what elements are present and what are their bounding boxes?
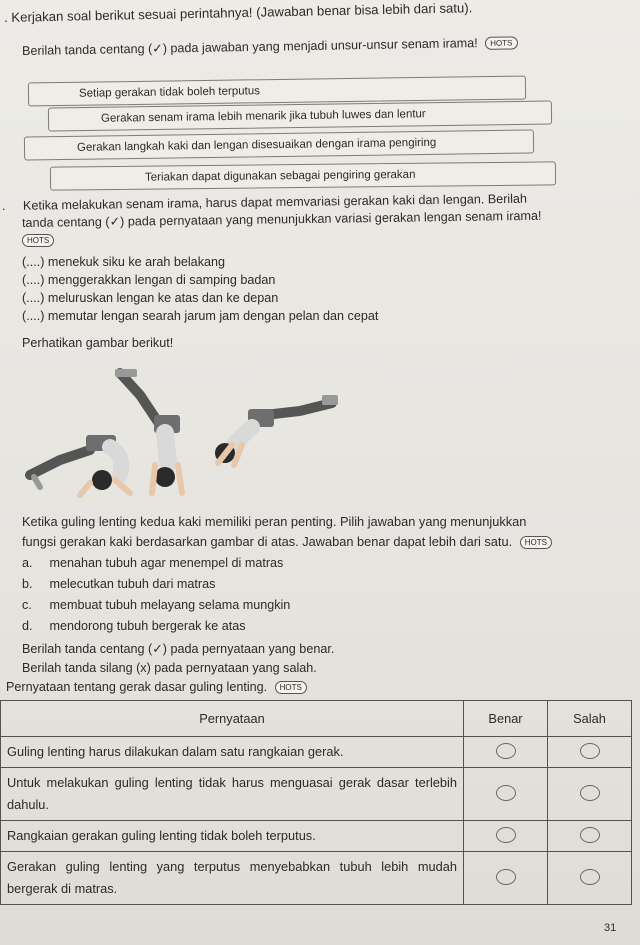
q3-option-letter: d.: [22, 619, 33, 633]
hots-badge: HOTS: [275, 681, 307, 694]
q3-option-text: mendorong tubuh bergerak ke atas: [49, 619, 246, 633]
statement-cell: Untuk melakukan guling lenting tidak harus menguasai gerak dasar terlebih dahulu.: [1, 768, 464, 821]
true-answer-circle[interactable]: [496, 827, 516, 843]
q3-text-line: [22, 514, 526, 529]
q4-instruction-text: Berilah tanda centang (✓) pada pernyataan yang benar.: [22, 642, 335, 656]
table-row: [1, 737, 632, 768]
statement-cell: Guling lenting harus dilakukan dalam satu rangkaian gerak.: [1, 737, 464, 768]
q4-instruction: [22, 661, 317, 675]
q3-option-text: membuat tubuh melayang selama mungkin: [49, 598, 291, 612]
q3-intro-text: Perhatikan gambar berikut!: [22, 336, 174, 350]
q3-option[interactable]: [22, 598, 290, 612]
statement-cell: Rangkaian gerakan guling lenting tidak boleh terputus.: [1, 821, 464, 852]
q2-option-text: (....) menekuk siku ke arah belakang: [22, 255, 226, 269]
header-statement: Pernyataan: [1, 701, 464, 737]
q1-title: [4, 0, 473, 25]
q2-option: [22, 309, 378, 323]
q1-option-text: Gerakan senam irama lebih menarik jika tubuh luwes dan lentur: [100, 108, 426, 125]
q2-badge-line: [22, 233, 54, 247]
q3-text: fungsi gerakan kaki berdasarkan gambar di atas. Jawaban benar dapat lebih dari satu.: [22, 534, 513, 549]
header-false: Salah: [548, 701, 632, 737]
q3-option[interactable]: [22, 556, 283, 570]
true-cell[interactable]: [464, 821, 548, 852]
false-answer-circle[interactable]: [580, 869, 600, 885]
q1-instruction-line: [22, 34, 518, 58]
q1-option-text: Setiap gerakan tidak boleh terputus: [78, 85, 261, 100]
q3-option-letter: c.: [22, 598, 32, 612]
statement-cell: Gerakan guling lenting yang terputus menyebabkan tubuh lebih mudah bergerak di matras.: [1, 852, 464, 905]
table-row: [1, 768, 632, 821]
q2-option: [22, 291, 278, 305]
q2-text: tanda centang (✓) pada pernyataan yang menunjukkan variasi gerakan lengan senam irama!: [21, 208, 542, 230]
false-cell[interactable]: [548, 852, 632, 905]
q3-option-letter: a.: [22, 556, 33, 570]
gymnast-figure-3: [215, 395, 338, 465]
q1-option-text: Gerakan langkah kaki dan lengan disesuaikan dengan irama pengiring: [76, 136, 437, 154]
q2-option: [22, 255, 225, 269]
true-answer-circle[interactable]: [496, 743, 516, 759]
true-cell[interactable]: [464, 768, 548, 821]
q2-number: .: [1, 198, 6, 213]
table-row: [1, 852, 632, 905]
false-answer-circle[interactable]: [580, 827, 600, 843]
q2-option-text: (....) memutar lengan searah jarum jam dengan pelan dan cepat: [22, 309, 379, 323]
q3-option-text: melecutkan tubuh dari matras: [49, 577, 216, 591]
hots-badge: HOTS: [485, 37, 517, 51]
true-answer-circle[interactable]: [496, 869, 516, 885]
q4-caption-text: Pernyataan tentang gerak dasar guling lenting.: [6, 680, 268, 694]
q4-instruction: [22, 641, 334, 656]
false-cell[interactable]: [548, 821, 632, 852]
q3-intro: [22, 336, 173, 350]
header-true: Benar: [464, 701, 548, 737]
table-header-row: [1, 701, 632, 737]
page-number: [604, 922, 616, 934]
q3-text: Ketika guling lenting kedua kaki memiliki peran penting. Pilih jawaban yang menunjukkan: [22, 514, 527, 529]
guling-lenting-illustration: [20, 365, 340, 505]
gymnast-figure-1: [30, 435, 130, 495]
false-answer-circle[interactable]: [580, 785, 600, 801]
q2-option-text: (....) meluruskan lengan ke atas dan ke depan: [22, 291, 279, 305]
q3-option-letter: b.: [22, 577, 33, 591]
hots-badge: HOTS: [520, 536, 552, 549]
q1-title-text: Kerjakan soal berikut sesuai perintahnya! (Jawaban benar bisa lebih dari satu).: [11, 0, 473, 25]
table-row: [1, 821, 632, 852]
hots-badge: HOTS: [22, 234, 54, 247]
q1-instruction: Berilah tanda centang (✓) pada jawaban yang menjadi unsur-unsur senam irama!: [21, 36, 478, 58]
page-number-text: 31: [604, 922, 617, 934]
q2-text: Ketika melakukan senam irama, harus dapat memvariasi gerakan kaki dan lengan. Berilah: [22, 191, 528, 213]
true-cell[interactable]: [464, 737, 548, 768]
false-cell[interactable]: [548, 737, 632, 768]
true-answer-circle[interactable]: [496, 785, 516, 801]
true-cell[interactable]: [464, 852, 548, 905]
q4-table-caption: [6, 680, 307, 694]
q4-instruction-text: Berilah tanda silang (x) pada pernyataan yang salah.: [22, 661, 317, 675]
q3-option[interactable]: [22, 577, 215, 591]
q1-number: .: [3, 9, 8, 25]
q1-option-box[interactable]: [50, 161, 556, 190]
q3-option-text: menahan tubuh agar menempel di matras: [49, 556, 284, 570]
q2-option-text: (....) menggerakkan lengan di samping badan: [22, 273, 276, 287]
q3-option[interactable]: [22, 619, 246, 633]
q1-option-box[interactable]: [24, 129, 534, 160]
q2-option: [22, 273, 275, 287]
statement-table: [0, 700, 632, 905]
false-answer-circle[interactable]: [580, 743, 600, 759]
q1-option-text: Teriakan dapat digunakan sebagai pengiring gerakan: [144, 168, 416, 184]
q3-text-line: [22, 534, 552, 549]
false-cell[interactable]: [548, 768, 632, 821]
